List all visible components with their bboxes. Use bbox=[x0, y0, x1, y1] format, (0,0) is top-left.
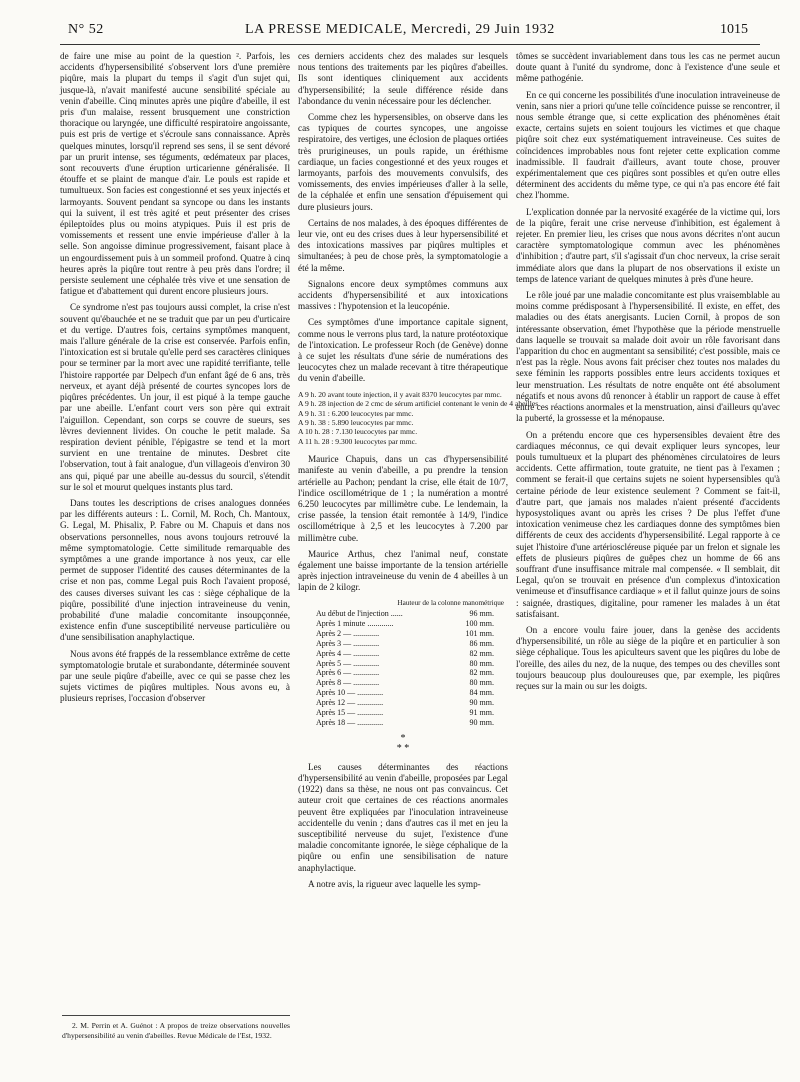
reading-line: A 11 h. 28 : 9.300 leucocytes par mmc. bbox=[298, 436, 417, 446]
paragraph: L'explication donnée par la nervosité exagérée de la victime qui, lors de la piqûre, ferait une crise nerveuse d'inhibition, est également à rejeter. En premier lieu, les crises que nous avons décrites n'ont aucun caractère symptomatologique commun avec les phénomènes d'inhibition ; d'autre part, s'il s'agissait d'un choc nerveux, la crise serait immédiate alors que dans la plupart de nos observations il existe un temps de latence variant de quelques minutes à près d'une heure. bbox=[516, 206, 780, 284]
row-label: Après 18 — ............. bbox=[316, 717, 384, 727]
row-value: 91 mm. bbox=[469, 708, 494, 718]
paragraph: Les causes déterminantes des réactions d'hypersensibilité au venin d'abeille, proposées par Legal (1922) dans sa thèse, ne nous ont pas convaincus. Cet auteur croit que certaines de ces réactions anormales peuvent être expliquées par l'inoculation intraveineuse accidentelle du venin ; dans d'autres cas il met en jeu la susceptibilité nerveuse du sujet, l'existence d'une maladie concomitante ignorée, le siège céphalique de la piqûre ou enfin une sensibilisation de nature anaphylactique. bbox=[298, 761, 508, 873]
paragraph: Nous avons été frappés de la ressemblance extrême de cette symptomatologie brutale et surabondante, déterminée souvent par une seule piqûre d'abeille, avec ce qui se passe chez les sujets victimes de piqûres multiples. Nous avons eu, à plusieurs reprises, l'occasion d'observer bbox=[60, 648, 290, 704]
row-value: 96 mm. bbox=[469, 608, 494, 618]
row-label: Après 5 — ............. bbox=[316, 658, 380, 668]
row-value: 84 mm. bbox=[469, 688, 494, 698]
table-row bbox=[298, 609, 508, 619]
reading-line: A 9 h. 28 injection de 2 cmc de sérum artificiel contenant le venin de 4 abeilles. bbox=[298, 399, 541, 409]
column-middle bbox=[298, 51, 541, 895]
row-label: Après 3 — ............. bbox=[316, 638, 380, 648]
table-header: Hauteur de la colonne manométrique bbox=[397, 598, 504, 607]
paragraph: Maurice Arthus, chez l'animal neuf, constate également une baisse importante de la tension artérielle après injection intraveineuse du venin de 4 abeilles à un lapin de 2 kilogr. bbox=[298, 548, 508, 593]
row-label: Après 4 — ............. bbox=[316, 648, 380, 658]
table-row bbox=[298, 629, 508, 639]
paragraph: A notre avis, la rigueur avec laquelle les symp- bbox=[308, 878, 481, 889]
section-break-asterisks bbox=[298, 734, 508, 754]
paragraph: En ce qui concerne les possibilités d'une inoculation intraveineuse de venin, sans nier a priori qu'une telle coïncidence puisse se rencontrer, il nous semble étrange que, si cette explication des phénomènes était exacte, certains sujets en soient toujours les victimes et que chaque piqûre soit chez eux systématiquement intraveineuse. Ces suites de coïncidences improbables nous font rejeter cette explication comme inadmissible. Il faudrait d'ailleurs, avant toute chose, prouver expérimentalement que ces piqûres sont possibles et qu'en outre elles déterminent des accidents du même type, ce qui n'a pas encore été fait chez l'homme. bbox=[516, 89, 780, 201]
reading-line: A 9 h. 31 : 6.200 leucocytes par mmc. bbox=[298, 408, 414, 418]
paragraph: Dans toutes les descriptions de crises analogues données par les différents auteurs : L. Cornil, M. Roch, Ch. Mantoux, G. Legal, M. Phisalix, P. Fabre ou M. Chapuis et dans nos observations personnelles, nous avons toujours retrouvé la même symptomatologie. Cette similitude remarquable des symptômes a une grande importance à nos yeux, car elle permet de supposer l'identité des causes déterminantes de la crise et non pas, comme Legal puis Roch l'avaient proposé, des causes diverses suivant les cas : siège céphalique de la piqûre, possibilité d'une injection intraveineuse du venin, probabilité d'une maladie concomitante insoupçonnée, existence enfin d'une susceptibilité nerveuse particulière ou d'une sensibilisation anaphylactique. bbox=[60, 497, 290, 643]
table-row bbox=[298, 659, 508, 669]
row-label: Après 6 — ............. bbox=[316, 668, 380, 678]
row-label: Après 8 — ............. bbox=[316, 678, 380, 688]
row-value: 82 mm. bbox=[469, 668, 494, 678]
row-value: 82 mm. bbox=[469, 648, 494, 658]
table-row bbox=[298, 718, 508, 728]
paragraph: Le rôle joué par une maladie concomitante est plus vraisemblable au moins comme prédisposant à l'hypersensibilité. Il existe, en effet, des maladies ou des états anergisants. Lucien Cornil, à propos de son intéressante observation, émet l'hypothèse que la période menstruelle dans laquelle se trouvait sa malade doit avoir un rôle favorisant dans l'apparition du choc en augmentant sa sensibilité; c'est possible, mais ce n'est pas la règle. Nous avons fait préciser chez toutes nos malades du sexe féminin les rapports possibles entre leurs accidents toxiques et leur menstruation. Les résultats de notre enquête ont été absolument négatifs et nous avons dû renoncer à établir un rapport de cause à effet entre ces réactions anormales et la menstruation, ainsi d'ailleurs qu'avec la puberté, la grossesse et la ménopause. bbox=[516, 290, 780, 424]
issue-number: N° 52 bbox=[68, 22, 104, 37]
asterisk-bottom: * * bbox=[396, 742, 410, 754]
table-row bbox=[298, 649, 508, 659]
table-row bbox=[298, 708, 508, 718]
row-value: 101 mm. bbox=[465, 628, 494, 638]
row-label: Après 10 — ............. bbox=[316, 688, 384, 698]
running-header bbox=[60, 20, 760, 45]
row-value: 90 mm. bbox=[469, 698, 494, 708]
row-value: 80 mm. bbox=[469, 678, 494, 688]
paragraph: Signalons encore deux symptômes communs aux accidents d'hypersensibilité et aux intoxications massives : l'hypotension et la leucopénie. bbox=[298, 278, 508, 312]
column-right bbox=[516, 51, 780, 697]
reading-line: A 9 h. 38 : 5.890 leucocytes par mmc. bbox=[298, 417, 414, 427]
paragraph: Certains de nos malades, à des époques différentes de leur vie, ont eu des crises dues à leur hypersensibilité et des intoxications massives par piqûres multiples et simultanées; à peu de chose près, la symptomatologie a été la même. bbox=[298, 217, 508, 273]
reading-line: A 10 h. 28 : 7.130 leucocytes par mmc. bbox=[298, 427, 418, 437]
row-label: Après 2 — ............. bbox=[316, 628, 380, 638]
table-row bbox=[298, 668, 508, 678]
table-row bbox=[298, 619, 508, 629]
paragraph: Ces symptômes d'une importance capitale signent, comme nous le verrons plus tard, la nature protéotoxique de l'intoxication. Le professeur Roch (de Genève) donne à ce sujet les résultats d'une série de numérations des leucocytes chez un malade recevant à titre thérapeutique du venin d'abeille. bbox=[298, 317, 508, 384]
paragraph: Maurice Chapuis, dans un cas d'hypersensibilité manifeste au venin d'abeille, a pu prendre la tension artérielle au Pachon; pendant la crise, elle était de 10/7, l'indice oscillométrique de 1 ; la numération a montré 6.250 leucocytes par millimètre cube. Le lendemain, la crise passée, la tension était remontée à 14/9, l'indice oscillométrique à 2,5 et les leucocytes à 7.200 par millimètre cube. bbox=[298, 454, 508, 543]
asterisk-top: * bbox=[400, 732, 406, 744]
page-number: 1015 bbox=[720, 22, 748, 37]
leucocyte-readings bbox=[298, 389, 541, 446]
paragraph: Comme chez les hypersensibles, on observe dans les cas typiques de courtes syncopes, une angoisse respiratoire, des vertiges, une éclosion de plaques ortiées très prurigineuses, un pouls rapide, un éréthisme cardiaque, un facies congestionné et des yeux rouges et larmoyants, parfois des mouvements convulsifs, des vomissements, des envies impérieuses d'aller à la selle, de la céphalée et enfin une sensation d'épuisement qui dure plusieurs jours. bbox=[298, 112, 508, 212]
row-value: 86 mm. bbox=[469, 638, 494, 648]
paragraph: tômes se succèdent invariablement dans tous les cas ne permet aucun doute quant à l'unité du syndrome, donc à l'existence d'une seule et même pathogénie. bbox=[516, 51, 780, 84]
paragraph: ces derniers accidents chez des malades sur lesquels nous tentions des traitements par les piqûres d'abeilles. Ils sont identiques cliniquement aux accidents d'hypersensibilité; la seule différence réside dans l'abondance du venin nécessaire pour les déclencher. bbox=[298, 51, 508, 106]
paragraph: de faire une mise au point de la question ². Parfois, les accidents d'hypersensibilité s'observent lors d'une première piqûre, mais la plupart du temps il s'agit d'un sujet qui, jusque-là, n'avait manifesté aucune sensibilité spéciale au venin d'abeille. Cinq minutes après une piqûre d'abeille, il est pris d'un malaise, ressent brusquement une constriction thoracique ou laryngée, une difficulté respiratoire angoissante, puis est pris de vertige et s'écroule sans connaissance. Après quelques minutes, lorsqu'il reprend ses sens, il se sent dévoré par un prurit intense, ses téguments, œdémateux par places, sont recouverts d'une éruption urticarienne généralisée. Il étouffe et se plaint de manque d'air. Le pouls est rapide et tumultueux. Son facies est congestionné et ses yeux injectés et larmoyants. Souvent pendant sa syncope ou dans les instants qui la suivent, il est très agité et peut présenter des crises épileptoïdes plus ou moins atypiques. Puis il est pris de vomissements et ressent une envie impérieuse d'aller à la selle. Son angoisse diminue progressivement, faisant place à un engourdissement puis à un sommeil profond. Quatre à cinq heures après la piqûre tout rentre à peu près dans l'ordre; il persiste seulement une céphalée très vive et une sensation de fatigue et d'abattement qui durent encore plusieurs jours. bbox=[60, 51, 290, 297]
table-row bbox=[298, 678, 508, 688]
row-label: Après 12 — ............. bbox=[316, 698, 384, 708]
row-value: 80 mm. bbox=[469, 658, 494, 668]
paragraph: Ce syndrome n'est pas toujours aussi complet, la crise n'est souvent qu'ébauchée et ne se traduit que par un peu d'urticaire et du vertige. D'autres fois, certains symptômes manquent, mais l'allure générale de la crise est conservée. Parfois enfin, l'intoxication est si brutale qu'elle perd ses caractères cliniques pour se terminer par la mort avec une rapidité terrifiante, telle l'histoire rapportée par Delpech d'un enfant âgé de 6 ans, très nerveux, et ayant déjà présenté de courtes syncopes lors de piqûres précédentes. Un jour, il est piqué à la tempe gauche par une abeille. L'enfant court vers son père qui extrait l'aiguillon. Cependant, son corps se couvre de sueurs, ses lèvres deviennent livides. On couche le petit malade. Sa respiration devient pénible, l'épigastre se tend et la mort survient en une trentaine de minutes. Desbret cite l'observation, tout à fait analogue, d'un villageois d'environ 30 ans qui, piqué par une abeille au-dessus du sourcil, s'étendit sur le sol et mourut quelques instants plus tard. bbox=[60, 302, 290, 492]
table-row bbox=[298, 688, 508, 698]
paragraph: On a encore voulu faire jouer, dans la genèse des accidents d'hypersensibilité, un rôle au siège de la piqûre et en particulier à son siège céphalique. Tous les apiculteurs savent que les piqûres du lobe de l'oreille, des ailes du nez, de la nuque, des tempes ou des chevilles sont toujours beaucoup plus douloureuses que, par exemple, les piqûres reçues sur la main ou sur les doigts. bbox=[516, 624, 780, 691]
table-row bbox=[298, 639, 508, 649]
row-value: 90 mm. bbox=[469, 717, 494, 727]
row-label: Au début de l'injection ...... bbox=[316, 608, 403, 618]
row-label: Après 1 minute ............. bbox=[316, 618, 394, 628]
manometer-table bbox=[298, 599, 508, 728]
paragraph: On a prétendu encore que ces hypersensibles devaient être des cardiaques méconnus, ce qui devait expliquer leurs syncopes, leur pouls tumultueux et la plupart des phénomènes circulatoires de leurs accidents. Cette affirmation, toute gratuite, ne tient pas à l'examen ; comment se ferait-il que certains sujets ne soient hypersensibles qu'à certaine période de leur existence seulement ? Comment se fait-il, d'autre part, que jamais nos malades n'aient présenté d'accidents hyposystoliques avant ou après les crises ? De plus l'effet d'une intoxication venimeuse chez les cardiaques donne des symptômes bien différents de ceux des accidents d'hypersensibilité. Legal rapporte à ce sujet l'histoire d'une artérioscléreuse piquée par un frelon et signale les effets de plusieurs piqûres de guêpes chez un homme de 66 ans souffrant d'une insuffisance mitrale mal compensée. « Il semblait, dit Legal, qu'on se trouvait en présence d'un complexus d'intoxication venimeuse et d'insuffisance cardiaque » et il fallut quinze jours de soins : saignée, drastiques, digitaline, pour ramener les malades à un état satisfaisant. bbox=[516, 429, 780, 619]
row-value: 100 mm. bbox=[465, 618, 494, 628]
journal-title: LA PRESSE MEDICALE, Mercredi, 29 Juin 1932 bbox=[245, 22, 555, 37]
footnote: 2. M. Perrin et A. Guénot : A propos de treize observations nouvelles d'hypersensibilité au venin d'abeilles. Revue Médicale de l'Est, 1932. bbox=[62, 1015, 290, 1040]
table-row bbox=[298, 698, 508, 708]
row-label: Après 15 — ............. bbox=[316, 708, 384, 718]
reading-line: A 9 h. 20 avant toute injection, il y avait 8370 leucocytes par mmc. bbox=[298, 389, 502, 399]
column-left bbox=[60, 51, 290, 710]
